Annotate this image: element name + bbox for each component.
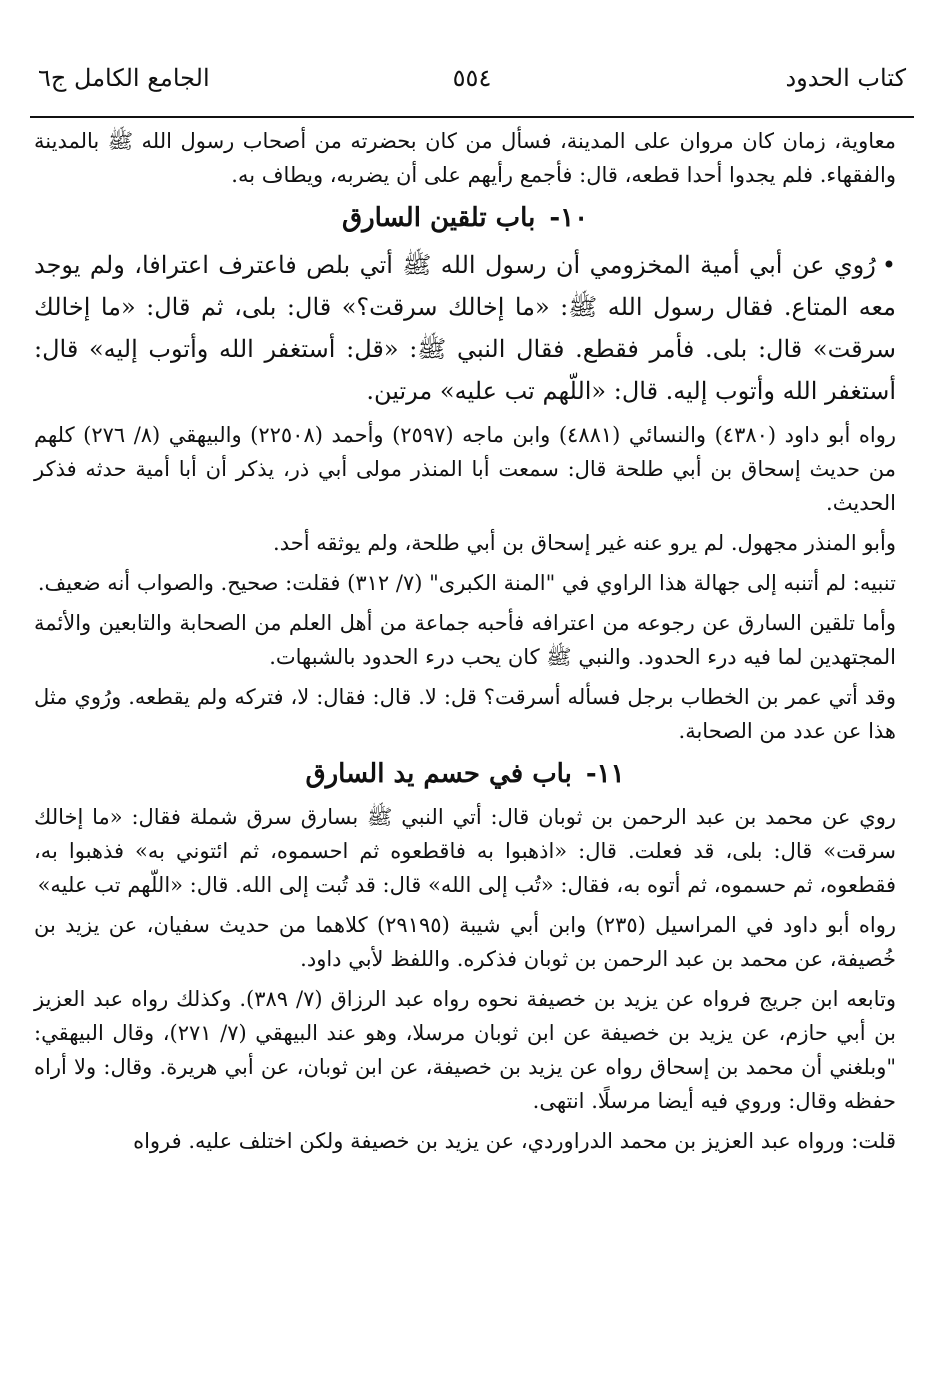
section-heading-10	[34, 198, 896, 238]
paragraph-qultu: قلت: ورواه عبد العزيز بن محمد الدراوردي، عن يزيد بن خصيفة ولكن اختلف عليه. فرواه	[133, 1129, 896, 1153]
page-header	[38, 58, 906, 102]
hadith-abu-umayya	[34, 244, 896, 412]
running-title: الجامع الكامل ج٦	[38, 64, 210, 92]
paragraph-abu-munthir: وأبو المنذر مجهول. لم يرو عنه غير إسحاق بن أبي طلحة، ولم يوثقه أحد.	[273, 531, 896, 555]
page-number: ٥٥٤	[452, 64, 492, 92]
paragraph-talqin: وأما تلقين السارق عن رجوعه من اعترافه فأحبه جماعة من أهل العلم من الصحابة والتابعين والأئمة المجتهدين لما فيه درء الحدود. والنبي ﷺ كان يحب درء الحدود بالشبهات.	[34, 611, 896, 669]
paragraph-muawiya: معاوية، زمان كان مروان على المدينة، فسأل من كان بحضرته من أصحاب رسول الله ﷺ بالمدينة والفقهاء. فلم يجدوا أحدا قطعه، قال: فأجمع رأيهم على أن يضربه، ويطاف به.	[34, 129, 896, 187]
paragraph-umar: وقد أتي عمر بن الخطاب برجل فسأله أسرقت؟ قل: لا. قال: فقال: لا، فتركه ولم يقطعه. ورُوي مثل هذا عن عدد من الصحابة.	[34, 685, 896, 743]
header-rule	[30, 116, 914, 118]
paragraph-takhrij-2: رواه أبو داود في المراسيل (٢٣٥) وابن أبي شيبة (٢٩١٩٥) كلاهما من حديث سفيان، عن يزيد بن خُصيفة، عن محمد بن عبد الرحمن بن ثوبان فذكره. واللفظ لأبي داود.	[34, 913, 896, 971]
bullet-icon: •	[881, 251, 896, 279]
section-number: ١١-	[585, 759, 625, 789]
paragraph-takhrij-1: رواه أبو داود (٤٣٨٠) والنسائي (٤٨٨١) وابن ماجه (٢٥٩٧) وأحمد (٢٢٥٠٨) والبيهقي (٨/ ٢٧٦) كلهم من حديث إسحاق بن أبي طلحة قال: سمعت أبا المنذر مولى أبي ذر، يذكر أن أبا أمية حدثه فذكر الحديث.	[34, 423, 896, 515]
hadith-ibn-thawban: روي عن محمد بن عبد الرحمن بن ثوبان قال: أتي النبي ﷺ بسارق سرق شملة فقال: «ما إخالك سرقت» قال: بلى، قد فعلت. قال: «اذهبوا به فاقطعوه ثم احسموه، ثم ائتوني به» فذهبوا به، فقطعوه، ثم حسموه، ثم أتوه به، فقال: «تُب إلى الله» قال: قد تُبت إلى الله. قال: «اللّهم تب عليه»	[34, 805, 896, 897]
section-title: باب تلقين السارق	[341, 203, 536, 233]
section-number: ١٠-	[549, 203, 589, 233]
paragraph-tanbih: تنبيه: لم أتنبه إلى جهالة هذا الراوي في "المنة الكبرى" (٧/ ٣١٢) فقلت: صحيح. والصواب أنه ضعيف.	[37, 571, 896, 595]
paragraph-ibn-jurayj: وتابعه ابن جريج فرواه عن يزيد بن خصيفة نحوه رواه عبد الرزاق (٧/ ٣٨٩). وكذلك رواه عبد العزيز بن أبي حازم، عن يزيد بن خصيفة عن ابن ثوبان مرسلا، وهو عند البيهقي (٧/ ٢٧١)، وقال البيهقي: "وبلغني أن محمد بن إسحاق رواه عن يزيد بن خصيفة، عن ابن ثوبان، عن أبي هريرة. وقال: ولا أراه حفظه وقال: وروي فيه أيضا مرسلًا. انتهى.	[34, 987, 896, 1113]
section-heading-11	[34, 754, 896, 794]
section-title: باب في حسم يد السارق	[305, 759, 572, 789]
hadith-text: رُوي عن أبي أمية المخزومي أن رسول الله ﷺ أتي بلص فاعترف اعترافا، ولم يوجد معه المتاع. فقال رسول الله ﷺ: «ما إخالك سرقت؟» قال: بلى، ثم قال: «ما إخالك سرقت» قال: بلى. فأمر فقطع. فقال النبي ﷺ: «قل: أستغفر الله وأتوب إليه» قال: أستغفر الله وأتوب إليه. قال: «اللّهم تب عليه» مرتين.	[34, 251, 896, 405]
page-body	[34, 124, 896, 1158]
book-title: كتاب الحدود	[785, 64, 906, 92]
